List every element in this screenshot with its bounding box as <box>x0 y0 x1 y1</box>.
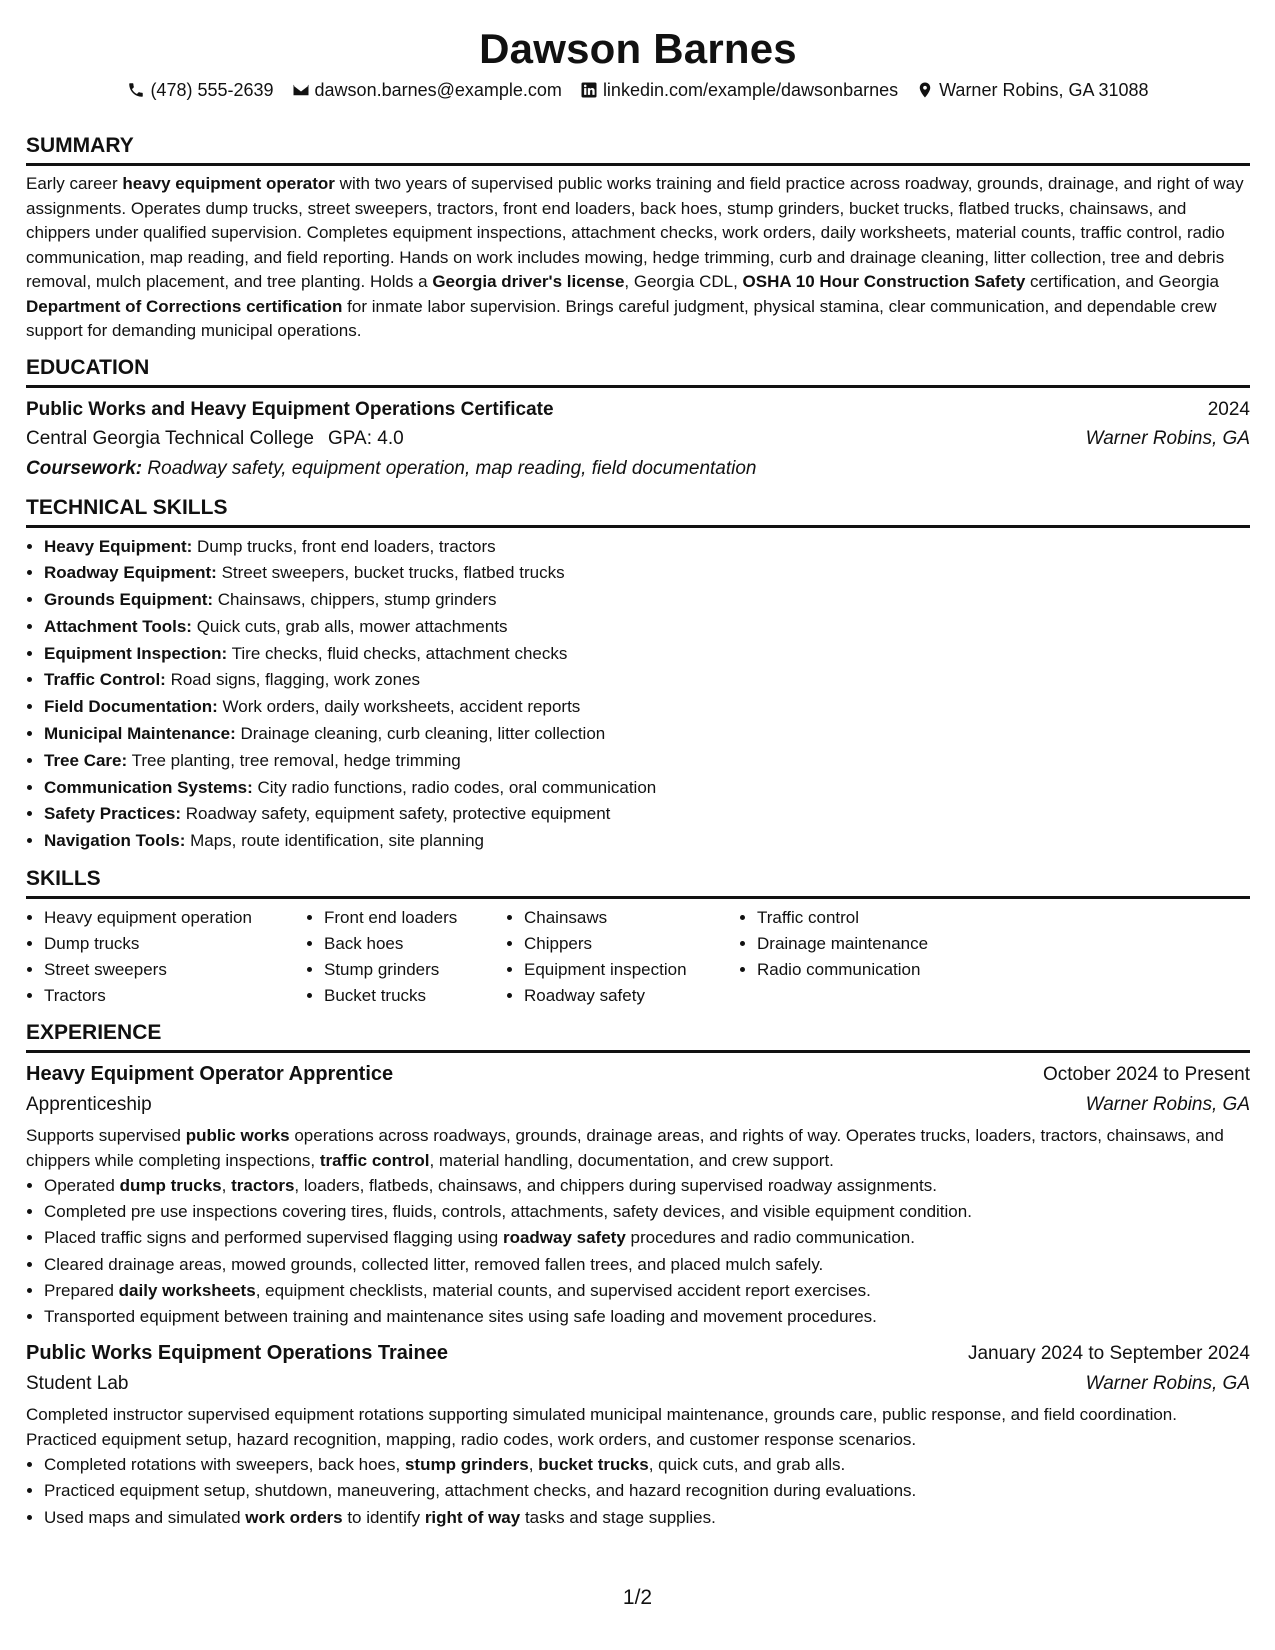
summary-text <box>26 172 1250 344</box>
bold-text: roadway safety <box>502 1228 626 1248</box>
technical-skill-label: Field Documentation: <box>44 697 218 717</box>
text-run: Practiced equipment setup, shutdown, maneuvering, attachment checks, and hazard recognition during evaluations. <box>44 1481 917 1501</box>
experience-heading: EXPERIENCE <box>26 1019 1250 1053</box>
job-bullet <box>44 1505 1250 1531</box>
education-location: Warner Robins, GA <box>1085 427 1250 449</box>
text-run: Supports supervised <box>26 1126 186 1146</box>
technical-skill-item <box>44 560 1250 587</box>
technical-skill-item <box>44 828 1250 855</box>
technical-skill-text: Maps, route identification, site planning <box>190 831 484 851</box>
technical-skill-label: Communication Systems: <box>44 777 253 797</box>
contact-linkedin-text: linkedin.com/example/dawsonbarnes <box>602 80 899 100</box>
bold-text: stump grinders <box>404 1455 529 1475</box>
technical-skill-label: Roadway Equipment: <box>44 563 217 583</box>
job-organization: Apprenticeship <box>26 1094 152 1116</box>
technical-skill-item <box>44 641 1250 668</box>
text-run: tasks and stage supplies. <box>520 1507 716 1527</box>
technical-skills-section <box>26 494 1250 856</box>
job-org-row <box>26 1369 1250 1399</box>
job-bullet <box>44 1173 1250 1199</box>
phone-icon <box>127 81 145 99</box>
skills-grid <box>26 905 1250 1009</box>
job-title: Heavy Equipment Operator Apprentice <box>26 1063 394 1086</box>
summary-heading: SUMMARY <box>26 132 1250 166</box>
education-year: 2024 <box>1207 398 1250 420</box>
technical-skill-item <box>44 721 1250 748</box>
skills-section <box>26 865 1250 1009</box>
contact-email-text: dawson.barnes@example.com <box>314 80 562 100</box>
job-bullet <box>44 1278 1250 1304</box>
job-location: Warner Robins, GA <box>1085 1373 1250 1395</box>
job-description <box>26 1124 1250 1173</box>
text-run: Early career <box>26 174 123 193</box>
skills-column <box>739 905 977 1009</box>
technical-skill-text: Work orders, daily worksheets, accident reports <box>222 697 581 717</box>
bold-text: public works <box>185 1126 290 1146</box>
bold-text: OSHA 10 Hour Construction Safety <box>742 272 1026 291</box>
job-organization: Student Lab <box>26 1373 129 1395</box>
skill-item: • Drainage maintenance <box>757 931 977 957</box>
technical-skill-label: Grounds Equipment: <box>44 590 214 610</box>
text-run: , <box>528 1455 539 1475</box>
job-dates: January 2024 to September 2024 <box>967 1343 1250 1365</box>
technical-skills-list <box>26 534 1250 856</box>
contact-linkedin[interactable] <box>580 78 898 102</box>
skills-heading: SKILLS <box>26 865 1250 899</box>
education-entry-header <box>26 396 1250 424</box>
text-run: for inmate labor supervision. Brings careful judgment, physical stamina, clear communication, and dependable crew support for demanding municipal operations. <box>26 296 1217 340</box>
job-org-row <box>26 1090 1250 1120</box>
skill-item: • Radio communication <box>757 957 977 983</box>
technical-skill-label: Traffic Control: <box>44 670 166 690</box>
skill-item: • Stump grinders <box>324 957 506 983</box>
technical-skill-text: City radio functions, radio codes, oral communication <box>257 777 657 797</box>
technical-skill-item <box>44 587 1250 614</box>
text-run: , loaders, flatbeds, chainsaws, and chippers during supervised roadway assignments. <box>294 1176 937 1196</box>
skill-item: • Heavy equipment operation <box>44 905 306 931</box>
bold-text: Department of Corrections certification <box>26 296 343 316</box>
technical-skill-text: Drainage cleaning, curb cleaning, litter collection <box>240 724 606 744</box>
technical-skills-heading: TECHNICAL SKILLS <box>26 494 1250 528</box>
job-dates: October 2024 to Present <box>1042 1064 1250 1086</box>
bold-text: work orders <box>245 1507 343 1527</box>
text-run: , <box>221 1176 232 1196</box>
resume-page <box>26 22 1250 1531</box>
technical-skill-label: Navigation Tools: <box>44 831 186 851</box>
text-run: with two years of supervised public works training and field practice across roadway, grounds, drainage, and right of way assignments. Operates dump trucks, street sweepers, tractors, front end loaders, back hoes, stump grinders, bucket trucks, flatbed trucks, chainsaws, and chippers under qualified supervision. Completes equipment inspections, attachment checks, work orders, daily worksheets, material counts, traffic control, radio communication, map reading, and field reporting. Hands on work includes mowing, hedge trimming, curb and drainage cleaning, litter collection, tree and debris removal, mulch placement, and tree planting. Holds a <box>26 174 1244 291</box>
education-section <box>26 354 1250 484</box>
map-pin-icon <box>916 81 934 99</box>
contact-location <box>916 78 1148 102</box>
job-bullets <box>26 1452 1250 1531</box>
text-run: Completed instructor supervised equipment rotations supporting simulated municipal maintenance, grounds care, public response, and field coordination. Practiced equipment setup, hazard recognition, mapping, radio codes, work orders, and customer response scenarios. <box>26 1405 1177 1449</box>
technical-skill-label: Tree Care: <box>44 750 128 770</box>
text-run: Transported equipment between training and maintenance sites using safe loading and movement procedures. <box>44 1307 877 1327</box>
bold-text: heavy equipment operator <box>122 174 335 193</box>
skill-item: • Chainsaws <box>524 905 739 931</box>
job-header <box>26 1059 1250 1090</box>
technical-skill-text: Tire checks, fluid checks, attachment checks <box>231 643 568 663</box>
text-run: Used maps and simulated <box>44 1507 246 1527</box>
bold-text: traffic control <box>319 1150 430 1170</box>
technical-skill-item <box>44 801 1250 828</box>
text-run: operations across roadways, grounds, drainage areas, and rights of way. Operates trucks, loaders, tractors, chainsaws, and chippers while completing inspections, <box>26 1126 1224 1170</box>
technical-skill-item <box>44 775 1250 802</box>
contact-location-text: Warner Robins, GA 31088 <box>939 80 1149 100</box>
bold-text: dump trucks <box>119 1176 222 1196</box>
skills-column <box>306 905 506 1009</box>
skill-item: • Front end loaders <box>324 905 506 931</box>
job-bullet <box>44 1252 1250 1278</box>
coursework-label: Coursework: <box>26 457 143 479</box>
job-bullets <box>26 1173 1250 1330</box>
bold-text: Georgia driver's license <box>432 272 625 291</box>
text-run: Prepared <box>44 1280 119 1300</box>
technical-skill-label: Attachment Tools: <box>44 616 192 636</box>
job-bullet <box>44 1478 1250 1504</box>
technical-skill-label: Equipment Inspection: <box>44 643 228 663</box>
skill-item: • Equipment inspection <box>524 957 739 983</box>
text-run: , material handling, documentation, and crew support. <box>429 1150 834 1170</box>
technical-skill-item <box>44 534 1250 561</box>
technical-skill-item <box>44 667 1250 694</box>
degree-name: Public Works and Heavy Equipment Operations Certificate <box>26 398 554 420</box>
contact-phone-text: (478) 555-2639 <box>150 80 274 100</box>
technical-skill-label: Safety Practices: <box>44 804 182 824</box>
job-entry <box>26 1059 1250 1330</box>
technical-skill-text: Quick cuts, grab alls, mower attachments <box>196 616 508 636</box>
text-run: Operated <box>44 1176 120 1196</box>
experience-list <box>26 1059 1250 1531</box>
bold-text: tractors <box>231 1176 295 1196</box>
text-run: to identify <box>342 1507 425 1527</box>
candidate-name: Dawson Barnes <box>479 25 797 72</box>
coursework <box>26 454 1250 484</box>
text-run: Placed traffic signs and performed supervised flagging using <box>44 1228 503 1248</box>
technical-skill-label: Municipal Maintenance: <box>44 724 236 744</box>
technical-skill-text: Chainsaws, chippers, stump grinders <box>217 590 497 610</box>
technical-skill-text: Street sweepers, bucket trucks, flatbed trucks <box>221 563 565 583</box>
text-run: , equipment checklists, material counts, and supervised accident report exercises. <box>255 1280 871 1300</box>
education-school-row <box>26 424 1250 454</box>
summary-section <box>26 132 1250 344</box>
bold-text: daily worksheets <box>118 1280 256 1300</box>
job-header <box>26 1338 1250 1369</box>
technical-skill-item <box>44 748 1250 775</box>
page-number: 1/2 <box>622 1586 653 1609</box>
job-bullet <box>44 1452 1250 1478</box>
text-run: , quick cuts, and grab alls. <box>648 1455 846 1475</box>
skill-item: • Back hoes <box>324 931 506 957</box>
job-bullet <box>44 1199 1250 1225</box>
job-entry <box>26 1338 1250 1531</box>
technical-skill-text: Road signs, flagging, work zones <box>170 670 421 690</box>
skills-column <box>26 905 306 1009</box>
school-name: Central Georgia Technical College <box>26 427 314 449</box>
bold-text: bucket trucks <box>538 1455 649 1475</box>
contact-phone[interactable] <box>127 78 273 102</box>
text-run: Completed pre use inspections covering tires, fluids, controls, attachments, safety devices, and visible equipment condition. <box>44 1202 972 1222</box>
skill-item: • Tractors <box>44 983 306 1009</box>
contact-email[interactable] <box>292 78 562 102</box>
skill-item: • Chippers <box>524 931 739 957</box>
text-run: Cleared drainage areas, mowed grounds, collected litter, removed fallen trees, and placed mulch safely. <box>44 1254 824 1274</box>
technical-skill-item <box>44 614 1250 641</box>
skill-item: • Street sweepers <box>44 957 306 983</box>
experience-section <box>26 1019 1250 1531</box>
skill-item: • Dump trucks <box>44 931 306 957</box>
job-title: Public Works Equipment Operations Trainee <box>26 1342 448 1365</box>
technical-skill-item <box>44 694 1250 721</box>
job-description <box>26 1403 1250 1452</box>
technical-skill-text: Roadway safety, equipment safety, protective equipment <box>185 804 611 824</box>
skill-item: • Bucket trucks <box>324 983 506 1009</box>
skill-item: • Roadway safety <box>524 983 739 1009</box>
job-location: Warner Robins, GA <box>1085 1094 1250 1116</box>
bold-text: right of way <box>424 1507 521 1527</box>
technical-skill-text: Tree planting, tree removal, hedge trimming <box>131 750 461 770</box>
text-run: procedures and radio communication. <box>625 1228 915 1248</box>
text-run: Completed rotations with sweepers, back hoes, <box>44 1455 405 1475</box>
gpa: GPA: 4.0 <box>327 427 404 449</box>
text-run: , Georgia CDL, <box>624 272 743 291</box>
text-run: certification, and Georgia <box>1025 272 1219 291</box>
coursework-text: Roadway safety, equipment operation, map reading, field documentation <box>147 457 757 479</box>
linkedin-icon <box>580 81 598 99</box>
technical-skill-label: Heavy Equipment: <box>44 536 193 556</box>
contact-bar <box>26 78 1250 102</box>
job-bullet <box>44 1225 1250 1251</box>
education-heading: EDUCATION <box>26 354 1250 388</box>
technical-skill-text: Dump trucks, front end loaders, tractors <box>197 536 496 556</box>
envelope-icon <box>292 81 310 99</box>
skills-column <box>506 905 739 1009</box>
job-bullet <box>44 1304 1250 1330</box>
skill-item: • Traffic control <box>757 905 977 931</box>
